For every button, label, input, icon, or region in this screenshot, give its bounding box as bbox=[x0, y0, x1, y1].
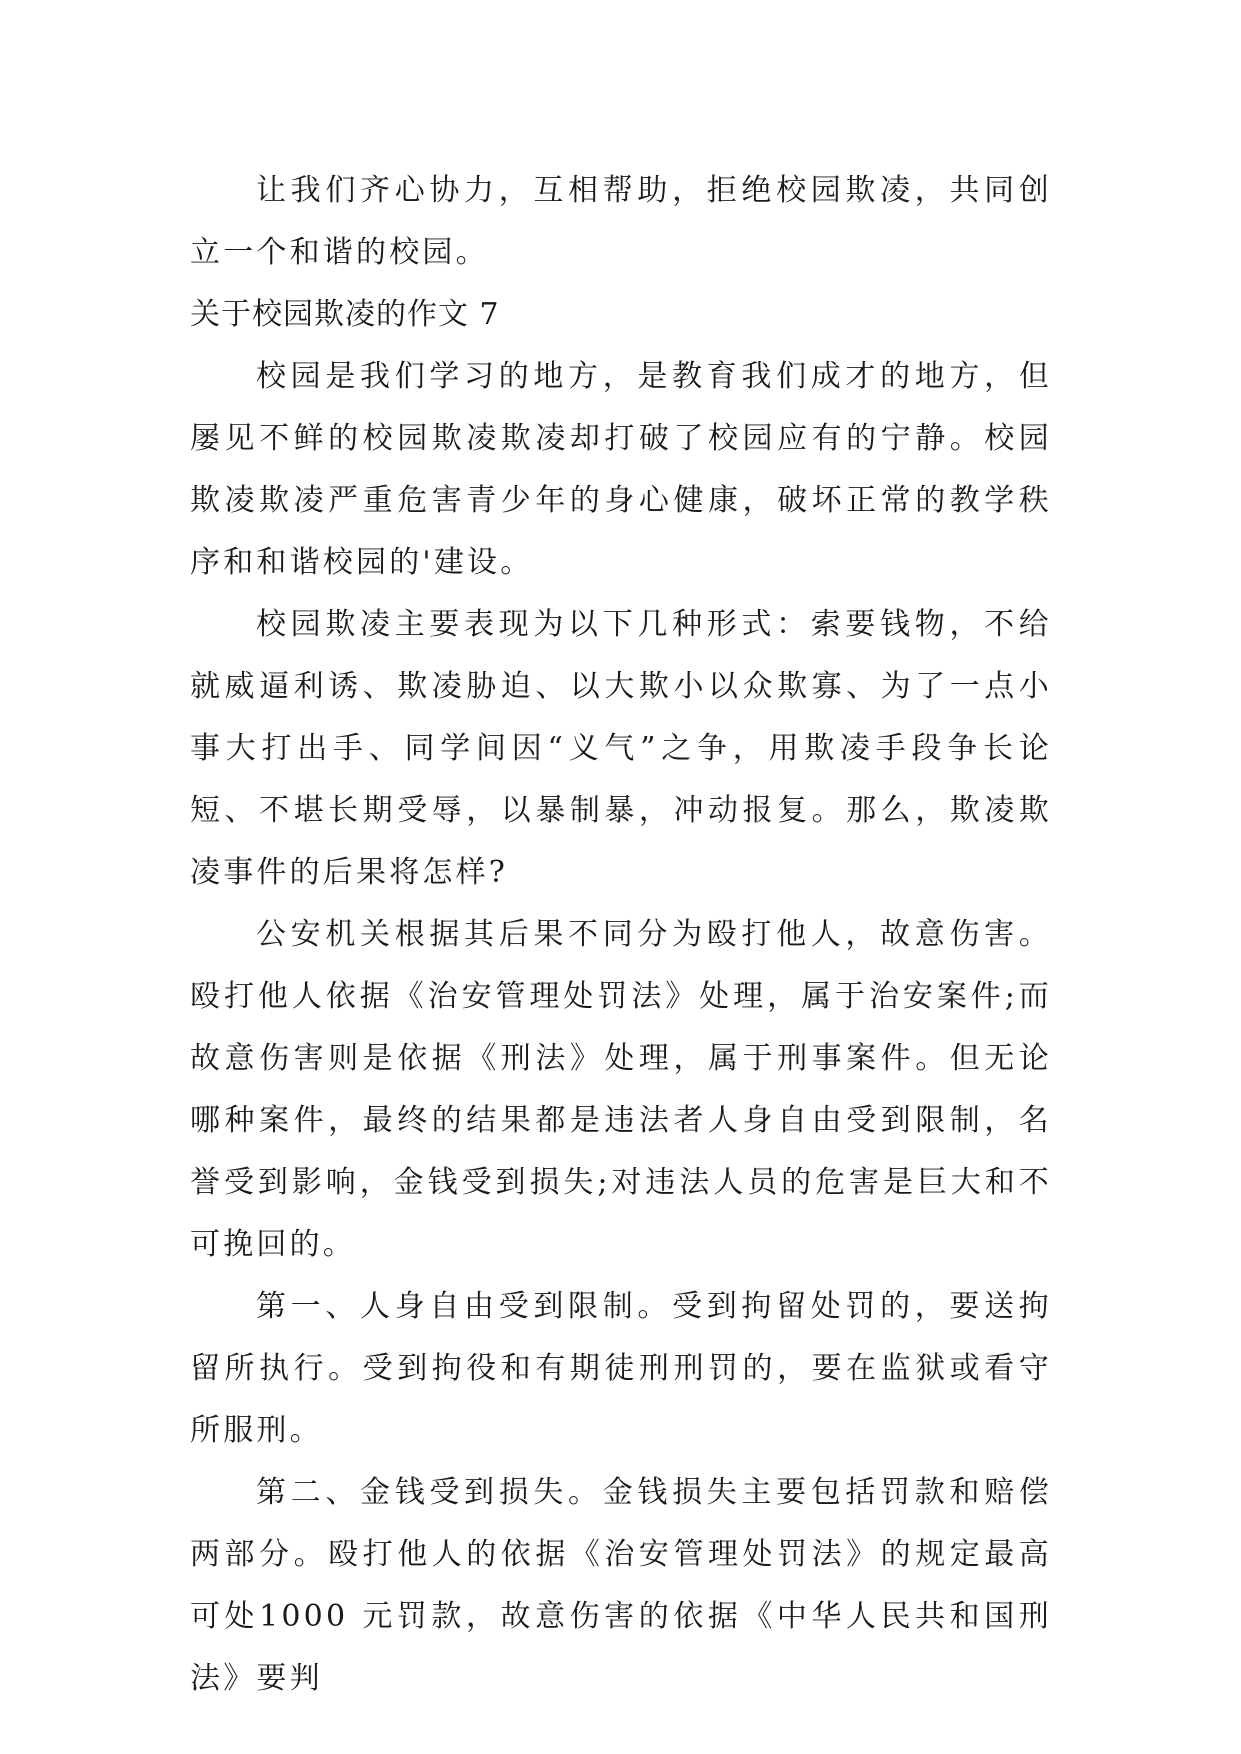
paragraph-second-point: 第二、金钱受到损失。金钱损失主要包括罚款和赔偿两部分。殴打他人的依据《治安管理处罚法》的规定最高可处1000 元罚款，故意伤害的依据《中华人民共和国刑法》要判 bbox=[190, 1475, 1052, 1696]
essay-heading: 关于校园欺凌的作文 7 bbox=[190, 297, 500, 332]
paragraph-consequences: 公安机关根据其后果不同分为殴打他人，故意伤害。殴打他人依据《治安管理处罚法》处理，属于治安案件;而故意伤害则是依据《刑法》处理，属于刑事案件。但无论哪种案件，最终的结果都是违法者人身自由受到限制，名誉受到影响，金钱受到损失;对违法人员的危害是巨大和不可挽回的。 bbox=[190, 917, 1052, 1262]
paragraph-forms: 校园欺凌主要表现为以下几种形式：索要钱物，不给就威逼利诱、欺凌胁迫、以大欺小以众欺寡、为了一点小事大打出手、同学间因“义气”之争，用欺凌手段争长论短、不堪长期受辱，以暴制暴，冲动报复。那么，欺凌欺凌事件的后果将怎样? bbox=[190, 607, 1052, 890]
paragraph-first-point: 第一、人身自由受到限制。受到拘留处罚的，要送拘留所执行。受到拘役和有期徒刑刑罚的，要在监狱或看守所服刑。 bbox=[190, 1289, 1052, 1448]
paragraph-intro: 校园是我们学习的地方，是教育我们成才的地方，但屡见不鲜的校园欺凌欺凌却打破了校园应有的宁静。校园欺凌欺凌严重危害青少年的身心健康，破坏正常的教学秩序和和谐校园的'建设。 bbox=[190, 359, 1052, 580]
document-body bbox=[190, 160, 1052, 1710]
paragraph-closing: 让我们齐心协力，互相帮助，拒绝校园欺凌，共同创立一个和谐的校园。 bbox=[190, 173, 1052, 270]
